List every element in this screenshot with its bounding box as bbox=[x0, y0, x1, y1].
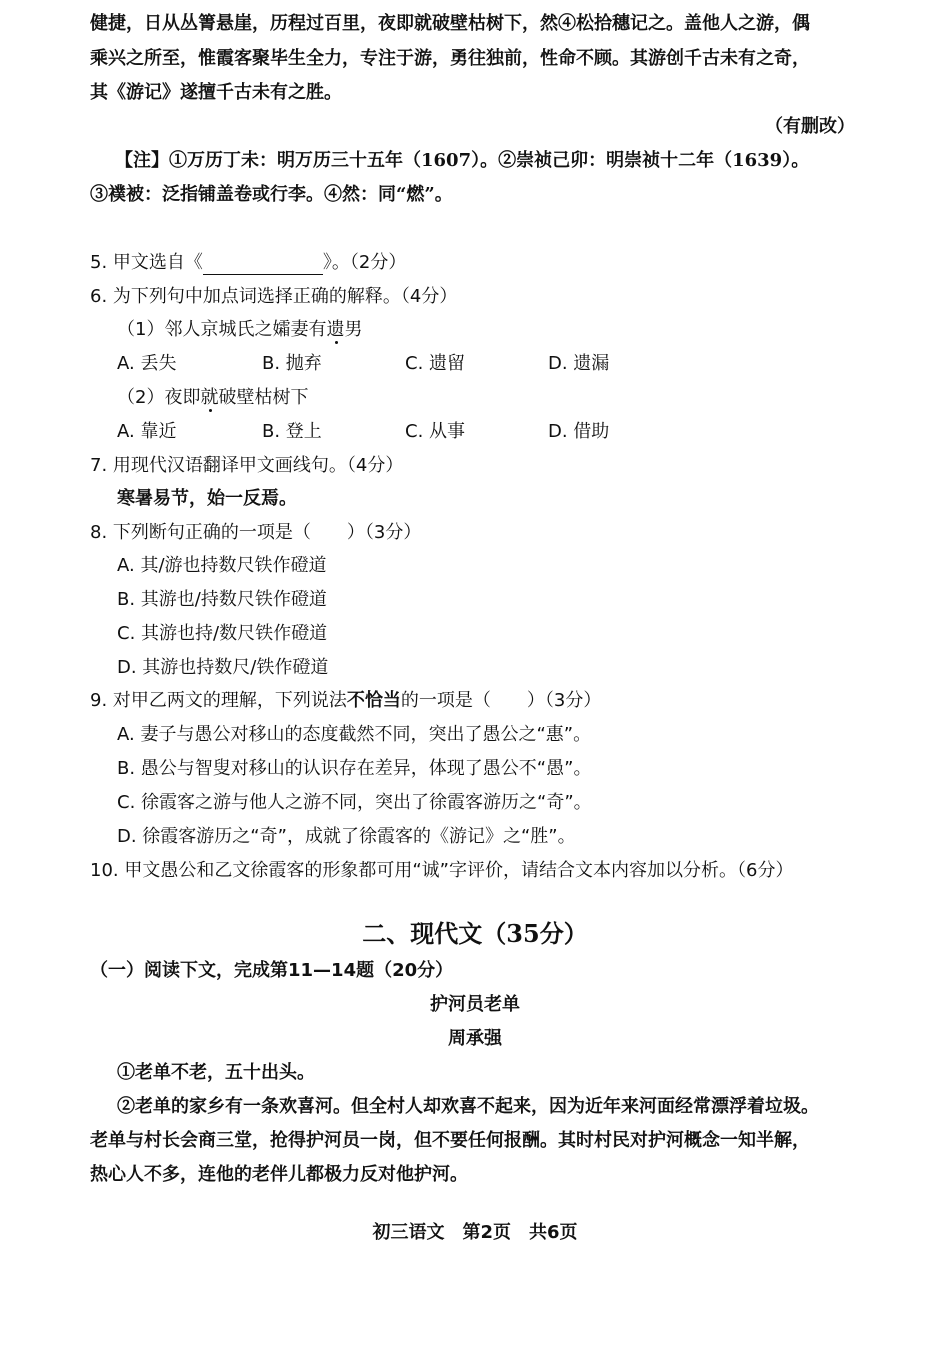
passage-line: 健捷，日从丛箐悬崖，历程过百里，夜即就破壁枯树下，然④松拾穗记之。盖他人之游，偶 bbox=[90, 13, 810, 34]
option: B. 愚公与智叟对移山的认识存在差异，体现了愚公不“愚”。 bbox=[117, 758, 592, 779]
option: B. 抛弃 bbox=[262, 353, 322, 374]
option: C. 其游也持/数尺铁作磴道 bbox=[117, 623, 328, 644]
option: B. 其游也/持数尺铁作磴道 bbox=[117, 589, 327, 610]
dotted-word: 就 bbox=[200, 387, 219, 408]
page-footer: 初三语文 第2页 共6页 bbox=[372, 1222, 578, 1243]
option: D. 借助 bbox=[548, 421, 610, 442]
q5-post: 》。（2分） bbox=[322, 252, 407, 273]
option: D. 遗漏 bbox=[548, 353, 610, 374]
question-5 bbox=[90, 251, 406, 275]
paragraph: ②老单的家乡有一条欢喜河。但全村人却欢喜不起来，因为近年来河面经常漂浮着垃圾。 bbox=[117, 1096, 819, 1117]
option: D. 其游也持数尺/铁作磴道 bbox=[117, 657, 329, 678]
passage-line: 其《游记》遂擅千古未有之胜。 bbox=[90, 82, 342, 103]
q9-emphasis: 不恰当 bbox=[346, 690, 401, 711]
q6-sub2 bbox=[117, 386, 308, 410]
passage-line: 乘兴之所至，惟霞客聚毕生全力，专注于游，勇往独前，性命不顾。其游创千古未有之奇， bbox=[90, 48, 810, 69]
q6-sub1-post: 男 bbox=[344, 319, 363, 340]
option: A. 其/游也持数尺铁作磴道 bbox=[117, 555, 327, 576]
paragraph: 老单与村长会商三堂，抢得护河员一岗，但不要任何报酬。其时村民对护河概念一知半解， bbox=[90, 1130, 810, 1151]
article-author: 周承强 bbox=[448, 1028, 502, 1049]
q5-pre: 5. 甲文选自《 bbox=[90, 252, 203, 273]
q6-sub1-pre: （1）邻人京城氏之孀妻有 bbox=[117, 319, 327, 340]
paragraph: 热心人不多，连他的老伴儿都极力反对他护河。 bbox=[90, 1164, 468, 1185]
q9-pre: 9. 对甲乙两文的理解，下列说法 bbox=[90, 690, 347, 711]
q9-post: 的一项是（ ）（3分） bbox=[400, 690, 602, 711]
option: C. 从事 bbox=[405, 421, 466, 442]
option: A. 妻子与愚公对移山的态度截然不同，突出了愚公之“惠”。 bbox=[117, 724, 592, 745]
q6-sub2-post: 破壁枯树下 bbox=[218, 387, 309, 408]
answer-blank bbox=[203, 256, 323, 275]
option: C. 徐霞客之游与他人之游不同，突出了徐霞客游历之“奇”。 bbox=[117, 792, 592, 813]
option: A. 靠近 bbox=[117, 421, 177, 442]
question-6-stem: 6. 为下列句中加点词选择正确的解释。（4分） bbox=[90, 286, 458, 307]
article-title: 护河员老单 bbox=[430, 994, 520, 1015]
annotation-line: ③襆被：泛指铺盖卷或行李。④然：同“燃”。 bbox=[90, 184, 453, 205]
question-10: 10. 甲文愚公和乙文徐霞客的形象都可用“诚”字评价，请结合文本内容加以分析。（6分） bbox=[90, 860, 794, 881]
question-7-stem: 7. 用现代汉语翻译甲文画线句。（4分） bbox=[90, 455, 404, 476]
q7-sentence: 寒暑易节，始一反焉。 bbox=[117, 488, 297, 509]
question-9-stem bbox=[90, 689, 601, 713]
annotation-line: 【注】①万历丁未：明万历三十五年（1607）。②崇祯己卯：明崇祯十二年（1639）。 bbox=[115, 150, 810, 171]
part-heading: （一）阅读下文，完成第11—14题（20分） bbox=[90, 960, 454, 981]
option: B. 登上 bbox=[262, 421, 322, 442]
section-heading: 二、现代文（35分） bbox=[362, 919, 588, 948]
q6-sub2-pre: （2）夜即 bbox=[117, 387, 201, 408]
paragraph: ①老单不老，五十出头。 bbox=[117, 1062, 315, 1083]
dotted-word: 遗 bbox=[326, 319, 345, 340]
option: D. 徐霞客游历之“奇”，成就了徐霞客的《游记》之“胜”。 bbox=[117, 826, 576, 847]
source-note: （有删改） bbox=[765, 116, 855, 137]
q6-sub1 bbox=[117, 318, 362, 342]
option: C. 遗留 bbox=[405, 353, 466, 374]
option: A. 丢失 bbox=[117, 353, 177, 374]
question-8-stem: 8. 下列断句正确的一项是（ ）（3分） bbox=[90, 522, 422, 543]
